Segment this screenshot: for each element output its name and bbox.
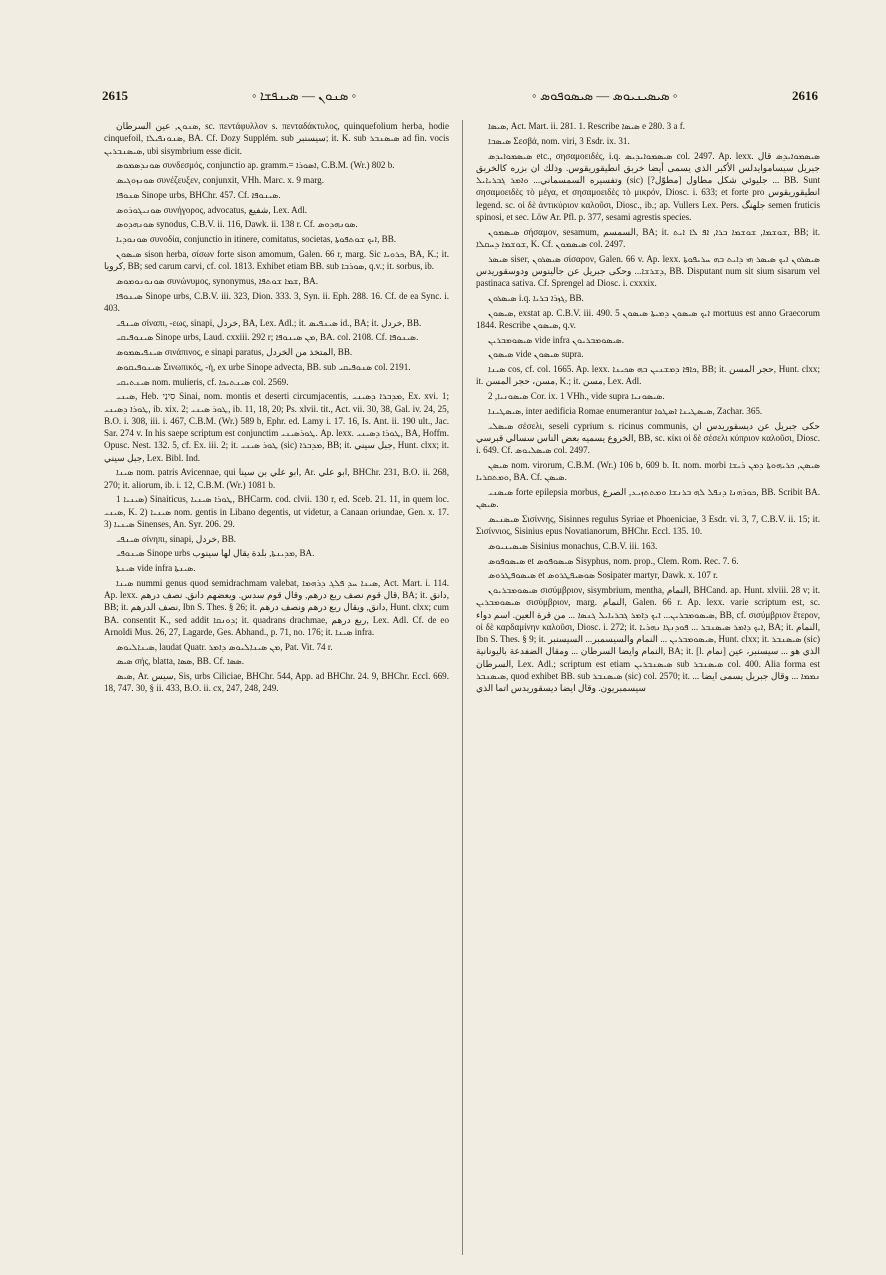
- dictionary-entry: ܣܝܣܢ nom. virorum, C.B.M. (Wr.) 106 b, 609 b. It. nom. morbi ܣܝܣܢ, ܟܪܝܗܘܬܐ ܕܡܢ ܪܝܫܐ ܘܡܬܩܪܝܐ, BA. Cf. ܣܝܣܢ.: [476, 459, 820, 482]
- dictionary-entry: ܣܝܣܘܢܝܐ, 2 Cor. ix. 1 VHh., vide supra ܣܝܣܘܢܝܐ.: [488, 391, 665, 401]
- dictionary-entry: ܣܘܢܙܘܓܝܣ συνέζευξεν, conjunxit, VHh. Marc. x. 9 marg.: [116, 175, 324, 185]
- dictionary-entry: ܣܝܣܘܦܘܣ et ܣܝܣܘܦܘܣ Sisyphus, nom. prop., Clem. Rom. Rec. 7. 6.: [488, 555, 739, 566]
- dictionary-entry: ܣܝܢܐ nom. patris Avicennae, qui ابو علي بن سينا, Ar. ابو علي, BHChr. 231, B.O. ii. 268, 270; it. aliorum, ib. i. 12, C.B.M. (Wr.) 1081 b.: [104, 467, 449, 490]
- page-number-right: 2616: [792, 88, 818, 103]
- dictionary-entry: ܣܝܣ, Ar. سيس, Sis, urbs Ciliciae, BHChr. 544, App. ad BHChr. 24. 9, BHChr. Eccl. 669. 18, 747. 30, § ii. 433, B.O. ii. cx, 247, 248, 249.: [104, 671, 449, 694]
- dictionary-entry: ܣܘܢܘܕܝܐ συνοδία, conjunctio in itinere, comitatus, societas, ܐܝܟ ܫܘܬܦܘܬܐ, BB.: [116, 234, 397, 244]
- dictionary-entry: ܣܝܣܘܢ sison herba, σίσων forte sison amomum, Galen. 66 r, marg. Sic ܟܪܘܝܐ, BA, K.; it. كرويا, BB; sed carum carvi, cf. col. 1813. Exhibet etiam BB. sub ܣܘܪܒܐ, q.v.; it. sorbus, ib.: [104, 248, 449, 271]
- dictionary-entry: ܣܝܣܪ siser, ܣܝܣܪܘܢ σίσαρον, Galen. 66 v. Ap. lexx. ܣܝܣܪܘܢ ܐܝܟ ܣܝܣܪ ܗܝ ܕܐܝܬ ܒܗ ܚܪܝܦܘܬܐ ܕܫܪܫܐ... وحكى جبريل عن جالينوس ودوسقوريدس, BB. Disputant num sit sium sisarum vel pastinaca sativa. Cf. Sprengel ad Diosc. i. cxxxix.: [476, 253, 820, 288]
- running-head-left: ◦ ܣܢܘܢ — ܣܝܢܦܫܐ ◦: [252, 88, 357, 103]
- dictionary-entry: ܣܝܣܒܐ Σεσβά, nom. viri, 3 Esdr. ix. 31.: [488, 135, 630, 146]
- page-number-left: 2615: [102, 88, 128, 103]
- column-divider: [462, 120, 463, 1255]
- dictionary-entry: ܣܝܢܘܦܝܩܝ Sinope urbs, Laud. cxxiii. 292 r; ܡܢ ܣܝܢܘܦܐ, BA. col. 2108. Cf. ܣܝܢܘܦܐ.: [116, 332, 419, 343]
- dictionary-entry: ܣܝܣܘܢ, exstat ap. C.B.V. iii. 490. 5 ܐܝܟ ܣܝܣܘܢ ܕܡܝܬܐ ܣܝܣܘܢ mortuus est anno Graecorum 1844. Rescribe ܣܝܣܘܢ, q.v.: [476, 307, 820, 330]
- dictionary-entry: ܣܝܣܐ, Act. Mart. ii. 281. 1. Rescribe ܣܝܣܐ e 280. 3 a f.: [488, 121, 686, 131]
- dictionary-entry: ܣܢܘܢ, عين السرطان, sc. πεντάφυλλον s. πενταδάκτυλος, quinquefolium herba, hodie cinquefoil, ܣܢܘܢܦܝܠܐ, BA. Cf. Dozy Supplém. sub سيسنبر; it. K. sub ܣܝܣܢܒܪ ad fin. vocis ܣܝܣܢܒܪܝܢ, ubi sisymbrium esse dicit.: [104, 121, 449, 156]
- dictionary-entry: ܣܝܣܘܡܒܪܝܘܢ σισύμβριον, sisymbrium, mentha, النمام, BHCand. ap. Hunt. xlviii. 28 v; it. ܣܝܣܘܡܒܪܝܢ σισύμβριον, marg. النمام, Galen. 66 r. Ap. lexx. varie scriptum est, sc. ܣܝܣܘܡܒܪܝܢ... ܐܝܟ ܕܐܡܪ ܓܒܪܝܐܝܠ ܓܢܣܐ ... من قرة العين. اسم دواء, BB, cf. σισύμβριον ἕτερον, οἱ δὲ καρδαμίνην καλοῦσι, Diosc. i. 272; it. ܐܝܟ ܕܐܡܪ ܣܝܣܢܒܪ ... ܦܘܕܢܓܐ ܢܗܪܝܐ, BA; it. النمام, Ibn S. Thes. § 9; it. ܣܝܣܘܡܒܪܝܢ ... النمام والسيسمبر... السيسنبر, Hunt. clxx; it. ܣܝܣܢܒܪ (sic) النمام وايضا السرطان ... ومقال الضفدعة باليونانية, BA; it. [l. نمام] الذي هو ... سيسنبر، عين السرطان, Lex. Adl.; scriptum est etiam ܣܝܣܢܒܪܝܢ sub ܣܝܣܢܒܪ col. 400. Alia forma est ܣܝܣܢܒܪ, quod exhibet BB. sub ܣܝܣܢܒܪ (sic) col. 2570; it. ... ܢܡܡܐ ... وقال جبريل يسمى ايضا سيسمبريون. وقال ايضا ديسقوريدس اتما الذي: [476, 585, 820, 693]
- dictionary-entry: ܣܝܢܦܝ σίναπι, -εως, sinapi, خردل, BA, Lex. Adl.; it. ܣܝܢܦܝܣ id., BA; it. خردل, BB.: [116, 317, 422, 328]
- dictionary-entry: ܣܝܢܘܦܝ Sinope urbs ܡܕܝܢܬܐ, بلدة يقال لها سينوب, BA.: [116, 548, 315, 559]
- dictionary-entry: ܣܝܢܐ cos, cf. col. 1665. Ap. lexx. ܟܐܦܐ ܕܡܫܢܝܢ ܒܗ ܣܟܝܢܐ, BB; it. حجر المسن, Hunt. clxx; it. مسن، حجر المسن, K.; it. مسن, Lex. Adl.: [476, 364, 820, 387]
- dictionary-entry: ܣܝܣܡܘܐܝܕܣ etc., σησαμοειδές, i.q. ܣܝܣܡܘܐܝܕܝܣ col. 2497. Ap. lexx. ܣܝܣܡܘܐܝܕܣ قال جبريل سيساموايدلس الأكبر الذي يسمى أيضا خربق انطيقوريقوس. وذلك ان بزره كالخربق وتفسيره السمسماني... ܘܐܡܪ ܓܒܪܝܐܝܠ (sic) جليوئي شكل مطاول [مطوّل?] ... BB. Sunt σησαμοειδὲς τὸ μέγα, et σησαμοειδὲς τὸ μικρόν, Diosc. i. 633; et forte pro انطيقوريقوس legend. sc. οἱ δὲ ἀντικύριον καλοῦσι, Diosc., ib.; ap. Vullers Lex. Pers. جلهنگ semen fruticis spinosi, et sec. Löw Ar. Pfl. p. 377, sesami agrestis species.: [476, 150, 820, 222]
- left-column: [104, 120, 449, 1255]
- dictionary-entry: ܣܝܣܘܡܒܪܝܢ vide infra ܣܝܣܘܡܒܪܝܘܢ.: [488, 334, 625, 345]
- dictionary-entry: ܣܝܢܝܐ 1) Sinaiticus, ܛܘܪܐ ܣܝܢܝܐ, BHCarm. cod. clvii. 130 r, ed. Sceb. 21. 11, in quem loc. ܣܝܢܝ, K. 2) ܣܝܢܝܐ nom. gentis in Libano degentis, ut videtur, a Canaan oriundae, Gen. x. 17. 3) ܣܝܢܝܐ Sinenses, An. Syr. 206. 29.: [104, 494, 449, 529]
- dictionary-entry: ܣܝܢܬܐ vide infra ܣܝܢܬܐ.: [116, 563, 196, 573]
- dictionary-entry: ܣܘܢܕܣܡܘܣ συνδεσμός, conjunctio ap. gramm.= ܐܣܘܪܐ, C.B.M. (Wr.) 802 b.: [116, 160, 395, 171]
- dictionary-entry: ܣܝܣܝܢܝܘܣ Sisinius monachus, C.B.V. iii. 163.: [488, 540, 658, 551]
- dictionary-entry: ܣܝܣ σής, blatta, ܣܣܐ, BB. Cf. ܣܣܐ.: [116, 656, 245, 667]
- dictionary-entry: ܣܝܢܝ, Heb. סִינַי Sinai, nom. montis et deserti circumjacentis, ܡܕܒܪܐ ܕܣܝܢܝ, Ex. xvi. 1; ܛܘܪܐ ܕܣܝܢܝ, ib. xix. 2; ܛܘܪ ܣܝܢܝ, ib. 11, 18, 20; Ps. xlvii. tit., Act. vii. 30, 38, Gal. iv. 24, 25, B.O. i. 308, iii. i. 467, C.B.M. (Wr.) 589 b, Ephr. ed. Lamy i. 17. 16, Is. Ant. ii. 190 ult., Jac. Sar. 274 v. In his saepe scriptum est conjunctim ܛܘܪܣܝܢܝ. Ap. lexx. ܛܘܪܐ ܕܣܝܢܝ, BA, Hoffm. Opusc. Nest. 132. 5, cf. Ex. iii. 2; it. ܛܘܪ ܣܝܢܝ (sic) ܡܕܒܪܐ, BB; it. جبل سيني, Hunt. clxx; it. جبل سيني, Lex. Bibl. Ind.: [104, 391, 449, 463]
- dictionary-entry: ܣܘܢܘܢܘܡܘܣ συνώνυμος, synonymus, ܫܡܐ ܫܘܬܦܐ, BA.: [116, 275, 318, 286]
- right-column: [476, 120, 820, 1255]
- dictionary-entry: ܣܝܣܘܦܛܪܘܣ et ܣܘܣܝܦܛܪܘܣ Sosipater martyr, Dawk. x. 107 r.: [488, 570, 718, 581]
- running-head-right: ◦ ܣܝܣܝܢܝܘܣ — ܣܝܣܘܦܘܣ ◦: [532, 88, 678, 103]
- dictionary-entry: ܣܝܣܠܝ σέσελι, seseli cyprium s. ricinus communis, حكى جبريل عن ديسقوريدس ان الخروع يسميه بعض الناس سسالي قبرسي, BB, sc. κίκι οἱ δὲ σέσελι κύπριον καλοῦσι, Diosc. i. 649. Cf. ܣܝܣܠܝܘܣ col. 2497.: [476, 420, 820, 455]
- dictionary-entry: ܣܝܢܐܠܝܘܣ, laudat Quatr. ܡܢ ܣܝܢܐܠܝܘܣ ܕܐܡܪ, Pat. Vit. 74 r.: [116, 641, 333, 652]
- dictionary-entry: ܣܝܢܘܦܐ Sinope urbs, C.B.V. iii. 323, Dion. 333. 3, Syn. ii. Eph. 288. 16. Cf. de ea Sync. i. 403.: [104, 290, 449, 313]
- dictionary-entry: ܣܝܣܘܢ vide ܣܝܣܘܢ supra.: [488, 349, 584, 360]
- dictionary-entry: ܣܝܢܬܝܩܝ nom. mulieris, cf. ܣܝܢܬܝܟܐ col. 2569.: [116, 376, 289, 387]
- dictionary-entry: ܣܝܣܛܝܢܐ, inter aedificia Romae enumerantur ܣܝܣܛܝܢܐ ܐܣܛܘܐ, Zachar. 365.: [488, 405, 763, 416]
- dictionary-entry: ܣܝܢܐ nummi genus quod semidrachmam valebat, ܣܝܢܐ ܚܕ ܦܠܓ ܕܪܗܡܐ, Act. Mart. i. 114. Ap. lexx. قال قوم نصف ربع درهم, وقال قوم سدس. ويعضهم دانق. نصف درهم, BA; it. دانق, BB; it. نصف الدرهم, Ibn S. Thes. § 26; it. دانق, ويقال ربع درهم ونصف درهم, Hunt. clxx; cum BA. consentit K., sed addit ܕܘܢܩܐ; it. quadrans drachmae, ربع درهم, Lex. Adl. Cf. de eo Arnoldi Mus. 26, 27, Lagarde, Ges. Abhand., p. 71, no. 176; it. ܣܝܢܐ infra.: [104, 577, 449, 637]
- dictionary-entry: ܣܝܣܡܘܢ σήσαμον, sesamum, السمسم, BA; it. ܫܘܫܡܐ, ܫܘܫܡܐ ܒܪܐ, ܐܦ ܠܐ ܐܝܬ, BB; it. ܫܘܫܡܐ ܕܚܩܠܐ, K. Cf. ܣܝܣܡܘܢ col. 2497.: [476, 226, 820, 249]
- dictionary-entry: ܣܝܢܦܝܣܡܘܣ σινάπινος, e sinapi paratus, المتخذ من الخردل, BB.: [116, 347, 353, 357]
- dictionary-entry: ܣܝܣܢܝ forte epilepsia morbus, ܟܘܪܗܢܐ ܕܢܦܠ ܠܗ ܒܪܢܫܐ ܘܡܬܬܙܝܥ, الصرع, BB. Scribit BA. ܣܝܣܢ.: [476, 486, 820, 509]
- dictionary-entry: ܣܘܢܗܕܘܣ synodus, C.B.V. ii. 116, Dawk. ii. 138 r. Cf. ܣܘܢܗܕܘܣ.: [116, 219, 358, 230]
- dictionary-entry: ܣܝܣܢܝܣ Σισίννης, Sisinnes regulus Syriae et Phoeniciae, 3 Esdr. vi. 3, 7, C.B.V. ii. 15; it. Σισίννιος, Sisinius epus Novatianorum, BHChr. Eccl. 135. 10.: [476, 513, 820, 536]
- dictionary-entry: ܣܘܢܝܓܘܪܘܣ συνήγορος, advocatus, شفيع, Lex. Adl.: [116, 204, 308, 215]
- running-header: [102, 88, 818, 110]
- dictionary-entry: ܣܝܢܘܦܝܩܘܣ Σινωπικός, -ή, ex urbe Sinope advecta, BB. sub ܣܢܘܦܝܩܝ col. 2191.: [116, 361, 411, 372]
- dictionary-entry: ܣܢܘܦܐ Sinope urbs, BHChr. 457. Cf. ܣܝܢܘܦܐ.: [116, 189, 281, 200]
- dictionary-entry: ܣܝܣܪܘܢ i.q. ܓܙܪܐ ܒܪܝܐ, BB.: [488, 292, 584, 303]
- dictionary-entry: ܣܝܢܦܝ σίνηπι, sinapi, خردل, BB.: [116, 533, 237, 544]
